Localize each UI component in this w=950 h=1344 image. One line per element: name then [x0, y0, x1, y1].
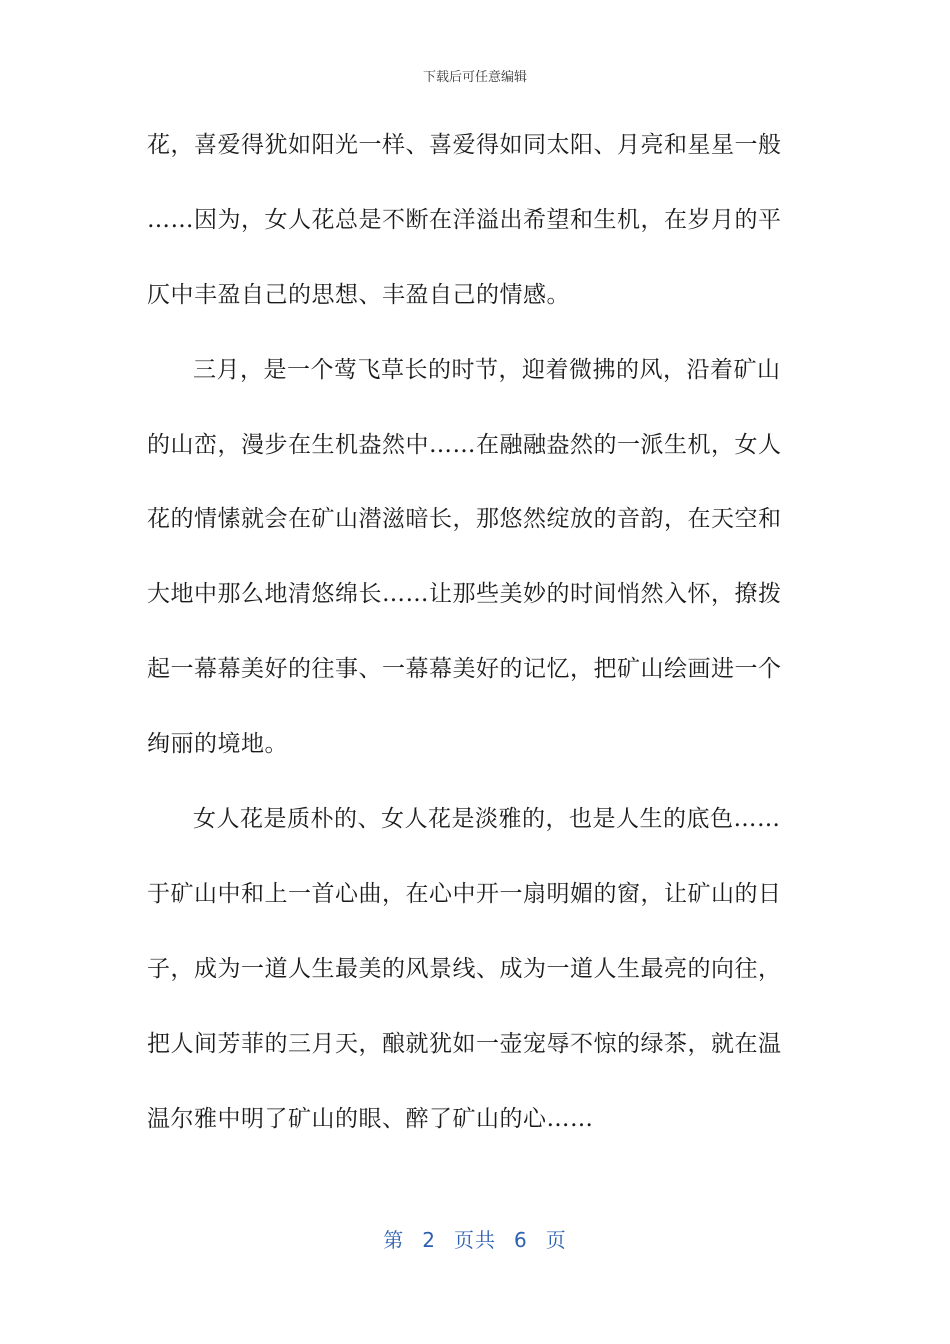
- text-line: 子，成为一道人生最美的风景线、成为一道人生最亮的向往，: [147, 955, 782, 982]
- page-header-note: 下载后可任意编辑: [422, 70, 527, 85]
- footer-current-page: 2: [422, 1228, 436, 1252]
- body-text: [147, 122, 789, 1170]
- text-line: 绚丽的境地。: [147, 731, 288, 758]
- page-footer: [0, 1224, 950, 1253]
- footer-middle: 页共: [454, 1228, 496, 1252]
- text-line: 仄中丰盈自己的思想、丰盈自己的情感。: [147, 281, 570, 308]
- text-line: 把人间芳菲的三月天，酿就犹如一壶宠辱不惊的绿茶，就在温: [147, 1030, 782, 1057]
- footer-suffix: 页: [545, 1228, 567, 1252]
- text-line: 起一幕幕美好的往事、一幕幕美好的记忆，把矿山绘画进一个: [147, 656, 782, 683]
- paragraph-start-line: 三月，是一个莺飞草长的时节，迎着微拂的风，沿着矿山: [193, 356, 781, 383]
- footer-total-pages: 6: [514, 1228, 528, 1252]
- text-line: 的山峦，漫步在生机盎然中……在融融盎然的一派生机，女人: [147, 431, 782, 458]
- paragraph-start-line: 女人花是质朴的、女人花是淡雅的，也是人生的底色……: [193, 806, 781, 833]
- footer-prefix: 第: [383, 1228, 405, 1252]
- text-line: 花的情愫就会在矿山潜滋暗长，那悠然绽放的音韵，在天空和: [147, 506, 782, 533]
- text-line: 大地中那么地清悠绵长……让那些美妙的时间悄然入怀，撩拨: [147, 581, 782, 608]
- text-line: ……因为，女人花总是不断在洋溢出希望和生机，在岁月的平: [147, 206, 782, 233]
- text-line: 花，喜爱得犹如阳光一样、喜爱得如同太阳、月亮和星星一般: [147, 132, 782, 158]
- text-line: 温尔雅中明了矿山的眼、醉了矿山的心……: [147, 1105, 594, 1132]
- text-line: 于矿山中和上一首心曲，在心中开一扇明媚的窗，让矿山的日: [147, 880, 782, 907]
